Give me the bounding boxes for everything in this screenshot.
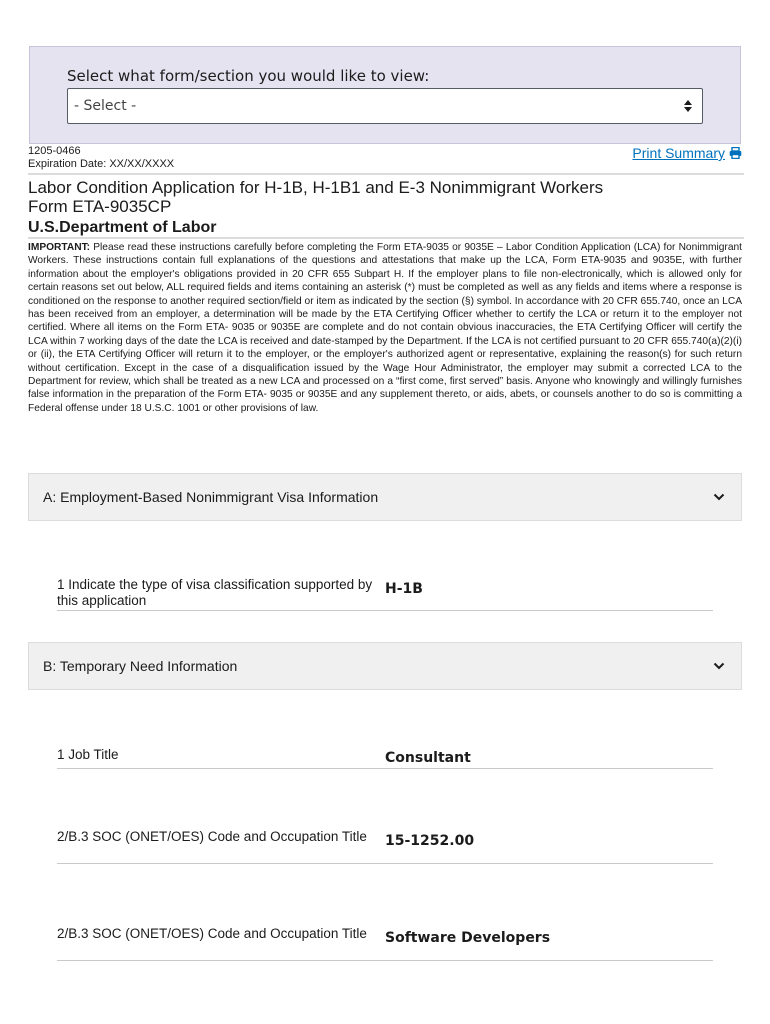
chevron-down-icon	[713, 493, 725, 501]
print-summary-label: Print Summary	[632, 145, 725, 161]
notice-lead: IMPORTANT:	[28, 242, 91, 253]
omb-info	[28, 145, 174, 171]
field-label: 2/B.3 SOC (ONET/OES) Code and Occupation Title	[57, 926, 367, 941]
omb-number: 1205-0466	[28, 145, 81, 157]
important-notice	[28, 241, 742, 415]
form-selector-panel	[29, 46, 741, 144]
divider	[28, 237, 744, 239]
field-visa-classification	[57, 577, 713, 611]
notice-text: Please read these instructions carefully before completing the Form ETA-9035 or 9035E – Labor Condition Application (LCA) for Nonimmigrant Workers. These instructions contain full explanations of the questions and attestations that make up the LCA, Form ETA-9035 and 9035E, with further information about the employer's obligations provided in 20 CFR 655 Subpart H. If the employer plans to file non-electronically, which is allowed only for certain reasons set out below, ALL required fields and items containing an asterisk (*) must be completed as well as any fields and items where a response is conditioned on the response to another required section/field or item as indicated by the section (§) symbol. In accordance with 20 CFR 655.740, once an LCA has been received from an employer, a determination will be made by the ETA Certifying Officer whether to certify the LCA or return it to the employer not certified. Where all items on the Form ETA- 9035 or 9035E are complete and do not contain obvious inaccuracies, the ETA Certifying Officer will certify the LCA within 7 working days of the date the LCA is received and date-stamped by the Department. If the LCA is not certified pursuant to 20 CFR 655.740(a)(2)(i) or (ii), the ETA Certifying Officer will return it to the employer, or the employer's authorized agent or representative, explaining the reason(s) for such return without certification. Except in the case of a disqualification issued by the Wage Hour Administrator, the employer may submit a corrected LCA to the Department for review, which shall be treated as a new LCA and processed on a “first come, first served” basis. Anyone who knowingly and willingly furnishes false information in the preparation of the Form ETA- 9035 or 9035E and any supplement thereto, or aids, abets, or counsels another to do so is committing a Federal offense under 18 U.S.C. 1001 or other provisions of law.	[28, 242, 742, 414]
field-job-title	[57, 747, 713, 769]
section-b-accordion[interactable]	[28, 642, 742, 690]
field-soc-code	[57, 829, 713, 864]
select-value: - Select -	[74, 98, 137, 114]
field-label: 1 Indicate the type of visa classification supported by this application	[57, 577, 373, 608]
field-value: Software Developers	[385, 930, 551, 946]
print-summary-link[interactable]	[632, 145, 742, 161]
divider	[28, 173, 744, 175]
field-value: H-1B	[385, 581, 423, 597]
field-soc-occupation	[57, 926, 713, 961]
sort-arrows-icon	[684, 100, 692, 112]
chevron-down-icon	[713, 662, 725, 670]
expiration-date: Expiration Date: XX/XX/XXXX	[28, 158, 175, 170]
section-b-title: B: Temporary Need Information	[43, 658, 238, 674]
section-a-accordion[interactable]	[28, 473, 742, 521]
field-value: 15-1252.00	[385, 833, 475, 849]
field-value: Consultant	[385, 750, 471, 766]
department-name: U.S.Department of Labor	[28, 219, 217, 236]
form-section-select[interactable]	[67, 88, 703, 124]
field-label: 1 Job Title	[57, 747, 119, 762]
title-line-2: Form ETA-9035CP	[28, 197, 172, 216]
page-title	[28, 178, 603, 216]
section-a-title: A: Employment-Based Nonimmigrant Visa Information	[43, 489, 379, 505]
title-line-1: Labor Condition Application for H-1B, H-1B1 and E-3 Nonimmigrant Workers	[28, 178, 604, 197]
field-label: 2/B.3 SOC (ONET/OES) Code and Occupation Title	[57, 829, 367, 844]
form-selector-label: Select what form/section you would like to view:	[67, 67, 430, 85]
printer-icon	[729, 147, 742, 159]
